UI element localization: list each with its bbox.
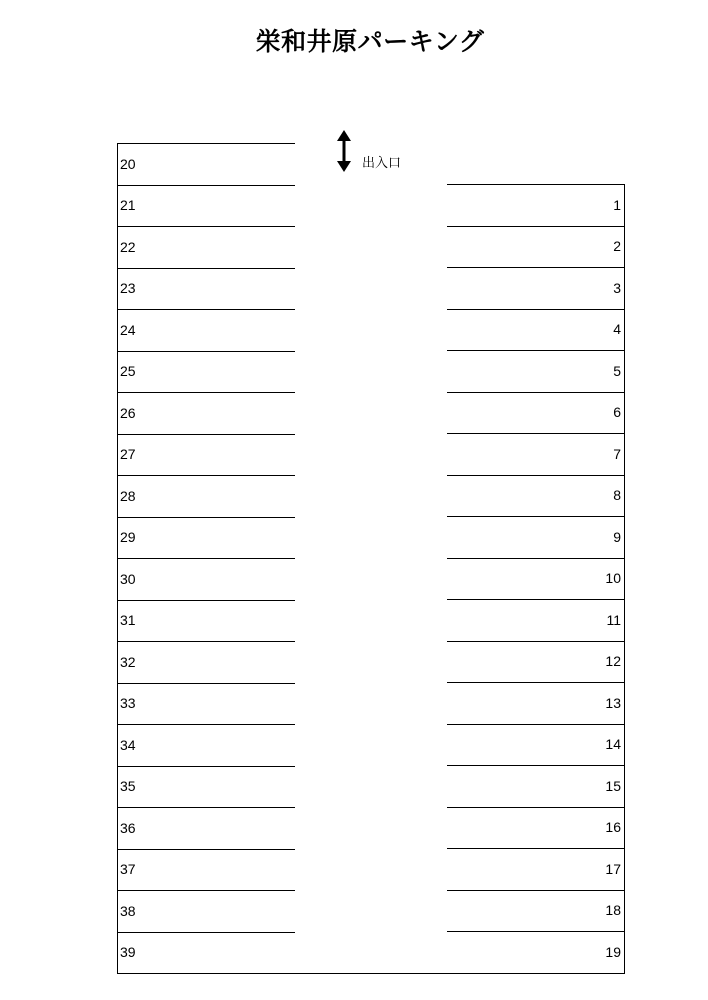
parking-space-number: 35	[120, 778, 136, 794]
parking-space-number: 26	[120, 405, 136, 421]
left-space-divider	[117, 434, 295, 435]
parking-space-number: 14	[605, 736, 621, 752]
parking-space-number: 12	[605, 653, 621, 669]
parking-space-number: 29	[120, 529, 136, 545]
left-space-divider	[117, 766, 295, 767]
right-space-divider	[447, 558, 625, 559]
right-space-divider	[447, 392, 625, 393]
parking-space-number: 10	[605, 570, 621, 586]
parking-space-number: 25	[120, 363, 136, 379]
left-space-divider	[117, 185, 295, 186]
parking-space-number: 32	[120, 654, 136, 670]
right-space-divider	[447, 765, 625, 766]
parking-space-number: 7	[613, 446, 621, 462]
left-space-divider	[117, 683, 295, 684]
right-space-divider	[447, 599, 625, 600]
parking-space-number: 21	[120, 197, 136, 213]
left-space-divider	[117, 890, 295, 891]
left-space-divider	[117, 268, 295, 269]
right-space-divider	[447, 309, 625, 310]
entrance-label: 出入口	[362, 156, 402, 171]
parking-space-number: 3	[613, 280, 621, 296]
right-space-divider	[447, 475, 625, 476]
left-space-divider	[117, 807, 295, 808]
right-space-divider	[447, 184, 625, 185]
right-space-divider	[447, 433, 625, 434]
parking-space-number: 17	[605, 861, 621, 877]
parking-space-number: 39	[120, 944, 136, 960]
page-title: 栄和井原パーキング	[255, 27, 485, 56]
parking-space-number: 30	[120, 571, 136, 587]
double-arrow-vertical-icon	[336, 130, 352, 172]
left-space-divider	[117, 143, 295, 144]
left-space-divider	[117, 600, 295, 601]
parking-space-number: 31	[120, 612, 136, 628]
parking-space-number: 4	[613, 321, 621, 337]
left-space-divider	[117, 475, 295, 476]
left-space-divider	[117, 558, 295, 559]
parking-space-number: 16	[605, 819, 621, 835]
parking-space-number: 5	[613, 363, 621, 379]
parking-space-number: 19	[605, 944, 621, 960]
parking-space-number: 27	[120, 446, 136, 462]
parking-space-number: 36	[120, 820, 136, 836]
right-space-divider	[447, 807, 625, 808]
parking-space-number: 20	[120, 156, 136, 172]
right-space-divider	[447, 848, 625, 849]
parking-space-number: 15	[605, 778, 621, 794]
right-space-divider	[447, 267, 625, 268]
parking-space-number: 23	[120, 280, 136, 296]
parking-space-number: 2	[613, 238, 621, 254]
right-outer-border	[624, 184, 625, 973]
left-space-divider	[117, 932, 295, 933]
lot-bottom-border	[117, 973, 625, 974]
parking-space-number: 13	[605, 695, 621, 711]
parking-space-number: 37	[120, 861, 136, 877]
left-space-divider	[117, 724, 295, 725]
right-space-divider	[447, 931, 625, 932]
left-space-divider	[117, 849, 295, 850]
parking-space-number: 18	[605, 902, 621, 918]
left-space-divider	[117, 517, 295, 518]
left-space-divider	[117, 392, 295, 393]
parking-space-number: 38	[120, 903, 136, 919]
right-space-divider	[447, 350, 625, 351]
right-space-divider	[447, 516, 625, 517]
parking-space-number: 22	[120, 239, 136, 255]
parking-space-number: 9	[613, 529, 621, 545]
right-space-divider	[447, 682, 625, 683]
left-space-divider	[117, 641, 295, 642]
parking-space-number: 34	[120, 737, 136, 753]
right-space-divider	[447, 724, 625, 725]
parking-space-number: 28	[120, 488, 136, 504]
parking-space-number: 33	[120, 695, 136, 711]
left-space-divider	[117, 226, 295, 227]
parking-space-number: 8	[613, 487, 621, 503]
parking-space-number: 1	[613, 197, 621, 213]
right-space-divider	[447, 641, 625, 642]
right-space-divider	[447, 226, 625, 227]
right-space-divider	[447, 890, 625, 891]
left-space-divider	[117, 351, 295, 352]
parking-space-number: 6	[613, 404, 621, 420]
parking-space-number: 11	[606, 612, 621, 628]
left-space-divider	[117, 309, 295, 310]
parking-space-number: 24	[120, 322, 136, 338]
